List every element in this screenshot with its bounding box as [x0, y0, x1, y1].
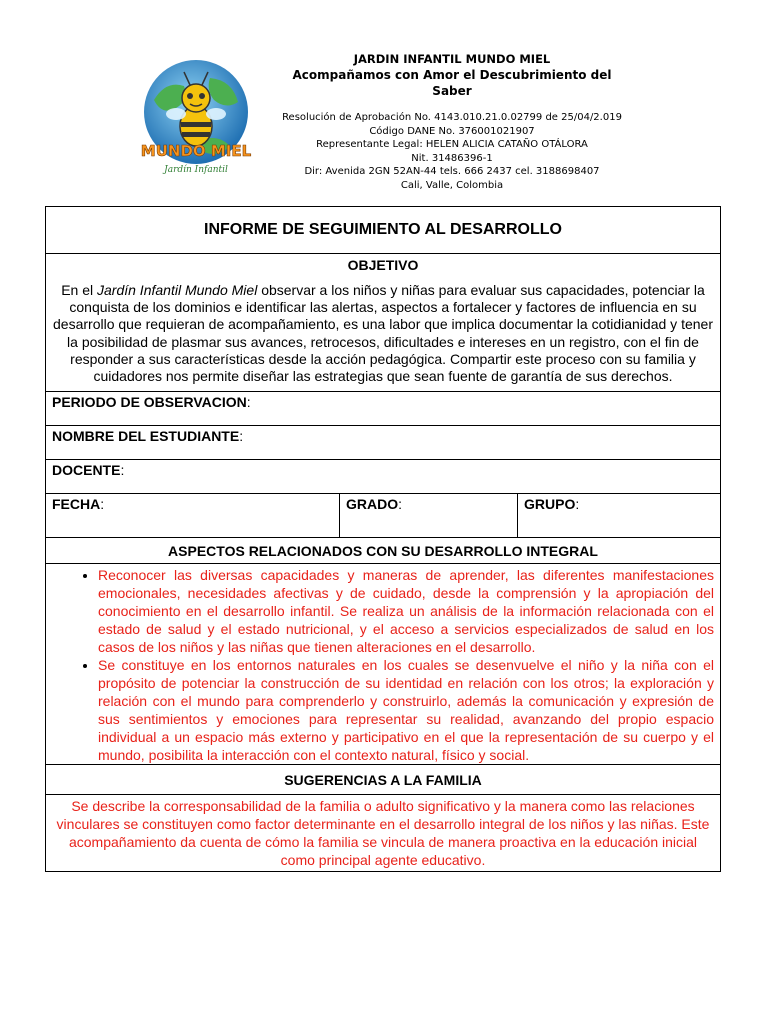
colon: : [239, 428, 244, 445]
colon: : [575, 496, 580, 513]
aspects-section [46, 564, 720, 765]
form-title: INFORME DE SEGUIMIENTO AL DESARROLLO [46, 207, 720, 254]
info-line: Representante Legal: HELEN ALICIA CATAÑO OTÁLORA [316, 139, 588, 150]
suggestions-heading: SUGERENCIAS A LA FAMILIA [46, 765, 720, 795]
objective-section [46, 254, 720, 392]
aspect-item: • Se constituye en los entornos naturales en los cuales se desenvuelve el niño y la niña con el propósito de potenciar la construcción de su identidad en relación con los otros; la exploración y relación con el mundo para comprenderlo y construirlo, además la comunicación y expresión de sus sentimientos y emociones para representar su realidad, avanzando del propio espacio individual a un espacio más externo y participativo en el que la representación de su cuerpo y el mundo, posibilita la interacción con el contexto natural, físico y social. [98, 656, 714, 764]
school-info [272, 111, 632, 192]
school-motto: Acompañamos con Amor el Descubrimiento del Saber [292, 68, 612, 98]
info-line: Código DANE No. 376001021907 [369, 125, 535, 137]
logo-brand: MUNDO MIEL [140, 142, 252, 160]
colon: : [100, 496, 105, 513]
colon: : [398, 496, 403, 513]
colon: : [246, 394, 251, 411]
logo-subtitle: Jardín Infantil [164, 165, 228, 175]
info-line: Cali, Valle, Colombia [400, 179, 504, 191]
school-logo [132, 50, 260, 184]
group-field[interactable] [518, 494, 720, 537]
period-field[interactable] [46, 392, 720, 426]
school-name: JARDIN INFANTIL MUNDO MIEL [353, 52, 551, 66]
objective-text [46, 274, 720, 391]
group-label: GRUPO [524, 496, 576, 513]
date-label: FECHA [52, 496, 101, 513]
aspect-item: • Reconocer las diversas capacidades y maneras de aprender, las diferentes manifestaciones emocionales, necesidades afectivas y de cuidado, desde la comprensión y la apropiación del conocimiento en el desarrollo infantil. Se realiza un análisis de la información relacionada con el estado de salud y el estado nutricional, y el acceso a servicios especializados de salud en los casos de los niños y las niñas que tienen alteraciones en el desarrollo. [98, 566, 714, 656]
date-grade-group-row [46, 494, 720, 538]
info-line: Resolución de Aprobación No. 4143.010.21.0.02799 de 25/04/2.019 [282, 112, 622, 123]
objective-heading: OBJETIVO [347, 257, 419, 273]
objective-school-name: Jardín Infantil Mundo Miel [97, 282, 258, 298]
objective-body: observar a los niños y niñas para evaluar sus capacidades, potenciar la conquista de los dominios e identificar las alertas, aspectos a fortalecer y factores de influencia en su desarrollo que requieran de acompañamiento, es una labor que implica documentar la cotidianidad y tener la posibilidad de plasmar sus avances, retrocesos, dificultades e intereses en un registro, con el fin de responder a sus características desde la acción pedagógica. Compartir este proceso con su familia y cuidadores nos permite diseñar las estrategias que sean fuente de garantía de sus derechos. [53, 282, 713, 385]
info-line: Dir: Avenida 2GN 52AN-44 tels. 666 2437 cel. 3188698407 [304, 166, 600, 177]
aspects-heading: ASPECTOS RELACIONADOS CON SU DESARROLLO INTEGRAL [46, 538, 720, 564]
report-form [45, 206, 721, 872]
date-field[interactable] [46, 494, 340, 537]
period-label: PERIODO DE OBSERVACION [52, 394, 247, 411]
teacher-label: DOCENTE [52, 462, 121, 479]
info-line: Nit. 31486396-1 [411, 152, 493, 164]
colon: : [120, 462, 125, 479]
student-name-field[interactable] [46, 426, 720, 460]
objective-intro: En el [61, 282, 97, 298]
grade-field[interactable] [340, 494, 518, 537]
grade-label: GRADO [346, 496, 399, 513]
school-header [272, 52, 632, 192]
aspects-list [60, 566, 714, 764]
teacher-field[interactable] [46, 460, 720, 494]
student-name-label: NOMBRE DEL ESTUDIANTE [52, 428, 240, 445]
suggestions-text: Se describe la corresponsabilidad de la familia o adulto significativo y la manera como las relaciones vinculares se constituyen como factor determinante en el desarrollo integral de los niños y las niñas. Este acompañamiento da cuenta de cómo la familia se vincula de manera proactiva en la educación inicial como principal agente educativo. [56, 798, 710, 869]
